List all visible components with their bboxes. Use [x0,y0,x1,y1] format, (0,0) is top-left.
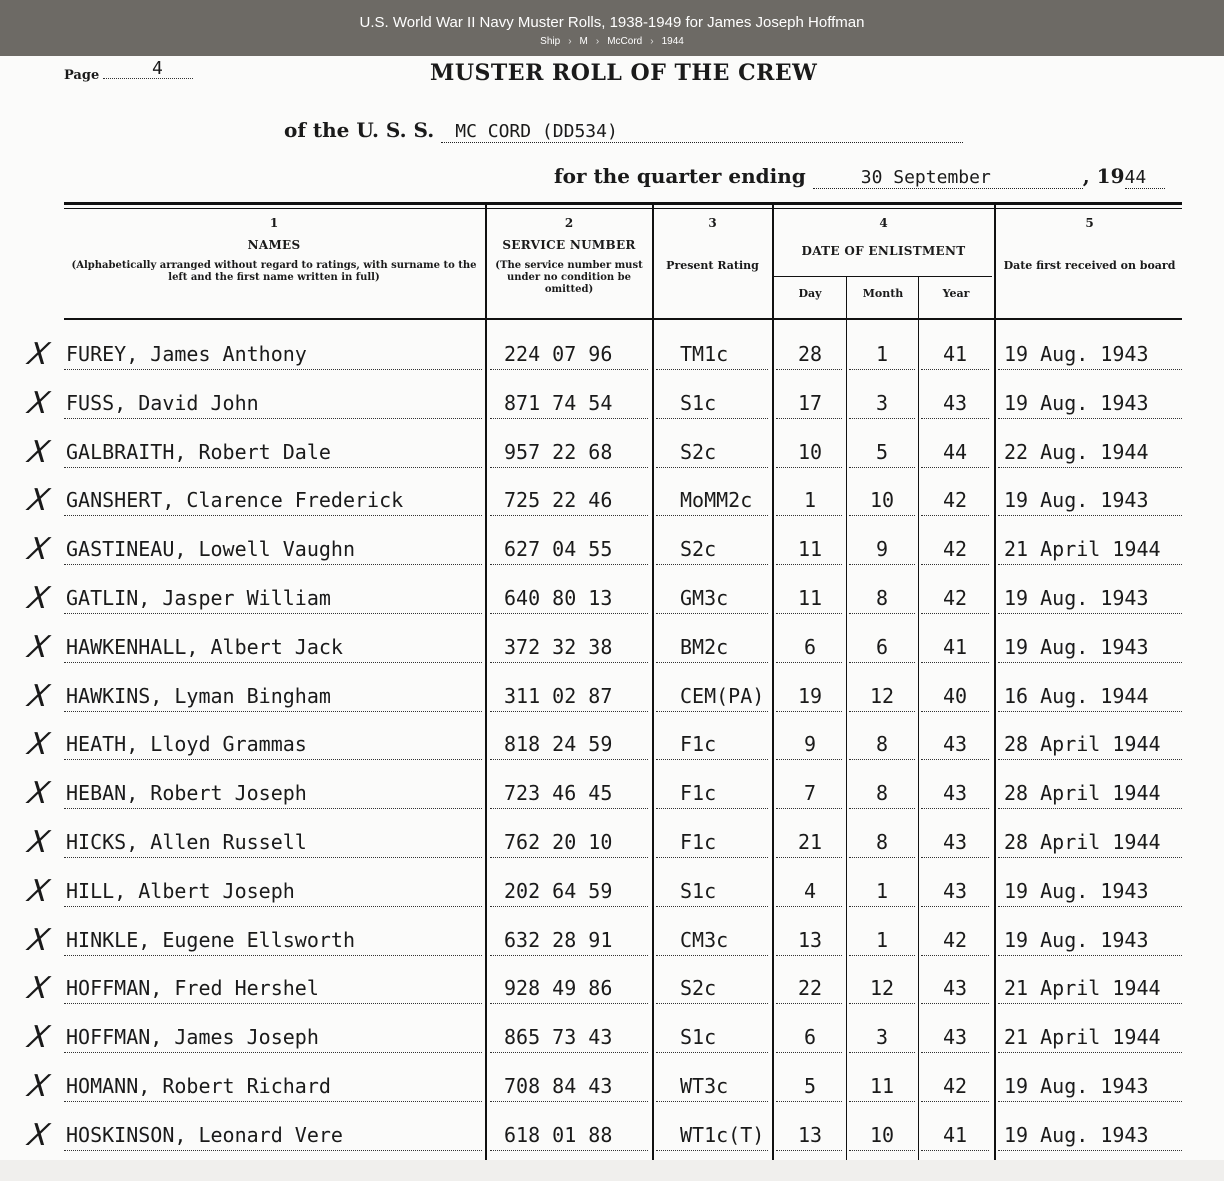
enlist-month: 3 [875,1025,889,1050]
date-received: 22 Aug. 1944 [1004,439,1149,464]
present-rating: CEM(PA) [680,683,765,708]
crew-name: HEBAN, Robert Joseph [66,781,307,806]
present-rating: TM1c [680,342,729,366]
present-rating: S1c [680,390,717,415]
present-rating: S2c [680,537,717,562]
service-number: 818 24 59 [504,732,613,757]
table-top-rule-thin [64,208,1182,209]
enlist-year: 43 [942,1025,968,1050]
crew-name: HINKLE, Eugene Ellsworth [66,927,355,952]
date-received: 16 Aug. 1944 [1004,683,1149,708]
enlist-day: 11 [797,537,823,562]
table-row [0,672,1224,718]
breadcrumb-letter[interactable]: M [579,36,588,47]
enlist-day: 5 [803,1074,817,1098]
service-number: 372 32 38 [504,634,613,659]
enlistment-column-header: 4 DATE OF ENLISTMENT [801,216,966,258]
rating-column-header: 3 Present Rating [666,216,759,272]
enlist-month: 5 [875,439,889,464]
service-number: 202 64 59 [504,878,613,903]
date-received: 19 Aug. 1943 [1004,342,1149,366]
enlist-month: 6 [875,634,889,659]
table-row [0,330,1224,376]
check-mark-icon: X [21,629,55,665]
check-mark-icon: X [21,1020,55,1056]
service-number: 311 02 87 [504,683,613,708]
service-number: 723 46 45 [504,781,613,806]
enlist-day: 10 [797,439,823,464]
table-top-rule [64,202,1182,205]
table-row [0,867,1224,913]
enlist-month: 11 [869,1074,895,1098]
table-row [0,1062,1224,1108]
quarter-value: 30 September [813,167,1083,189]
table-row [0,720,1224,766]
enlist-day: 6 [803,1025,817,1050]
table-row [0,769,1224,815]
service-number: 762 20 10 [504,830,613,854]
crew-name: HOFFMAN, Fred Hershel [66,976,319,1001]
month-subheader: Month [862,287,904,300]
enlist-month: 12 [869,683,895,708]
enlist-month: 12 [869,976,895,1001]
crew-name: HICKS, Allen Russell [66,830,307,854]
table-row [0,623,1224,669]
service-number: 618 01 88 [504,1122,613,1147]
crew-name: FUSS, David John [66,390,259,415]
enlist-year: 43 [942,781,968,806]
enlistment-subrule [772,276,992,277]
enlist-year: 42 [942,927,968,952]
date-received: 28 April 1944 [1004,830,1161,854]
check-mark-icon: X [21,678,55,714]
enlist-year: 42 [942,537,968,562]
table-row [0,916,1224,962]
service-number: 632 28 91 [504,927,613,952]
date-received: 21 April 1944 [1004,1025,1161,1050]
enlist-day: 17 [797,390,823,415]
table-row [0,476,1224,522]
enlist-month: 8 [875,830,889,854]
names-column-header: 1 NAMES (Alphabetically arranged without regard to ratings, with surname to the left and the first name written in full) [71,216,477,283]
table-row [0,818,1224,864]
crew-name: HAWKENHALL, Albert Jack [66,634,343,659]
present-rating: F1c [680,781,717,806]
crew-name: HOMANN, Robert Richard [66,1074,331,1098]
crew-name: HAWKINS, Lyman Bingham [66,683,331,708]
date-received: 21 April 1944 [1004,537,1161,562]
enlist-day: 21 [797,830,823,854]
check-mark-icon: X [21,1069,55,1104]
service-number: 865 73 43 [504,1025,613,1050]
enlist-year: 41 [942,634,968,659]
crew-name: GASTINEAU, Lowell Vaughn [66,537,355,562]
table-row [0,964,1224,1010]
date-received: 19 Aug. 1943 [1004,1122,1149,1147]
enlist-month: 1 [875,878,889,903]
page-number-label: Page 4 [64,68,193,83]
record-title: U.S. World War II Navy Muster Rolls, 1938-1949 for James Joseph Hoffman [359,14,865,31]
date-received: 21 April 1944 [1004,976,1161,1001]
enlist-year: 41 [942,342,968,366]
date-received: 19 Aug. 1943 [1004,390,1149,415]
document-heading: MUSTER ROLL OF THE CREW [430,60,818,86]
date-received: 28 April 1944 [1004,732,1161,757]
service-number: 928 49 86 [504,976,613,1001]
date-received: 19 Aug. 1943 [1004,878,1149,903]
service-column-header: 2 SERVICE NUMBER (The service number must under no condition be omitted) [495,216,643,295]
quarter-line: for the quarter ending 30 September , 1944 [554,164,1165,189]
service-number: 708 84 43 [504,1074,613,1098]
service-number: 224 07 96 [504,342,613,366]
check-mark-icon: X [21,337,55,372]
present-rating: S1c [680,1025,717,1050]
record-header [0,0,1224,56]
ship-name: MC CORD (DD534) [441,121,963,143]
table-row [0,379,1224,425]
breadcrumb-ship-name[interactable]: McCord [607,36,643,47]
ship-line: of the U. S. S. MC CORD (DD534) [284,118,963,143]
crew-name: GATLIN, Jasper William [66,586,331,610]
enlist-day: 13 [797,927,823,952]
document-page [0,56,1224,1160]
enlist-month: 8 [875,586,889,610]
day-subheader: Day [798,287,822,300]
enlist-day: 9 [803,732,817,757]
enlist-day: 28 [797,342,823,366]
date-received: 19 Aug. 1943 [1004,586,1149,610]
check-mark-icon: X [21,581,55,616]
present-rating: S2c [680,439,717,464]
date-received: 19 Aug. 1943 [1004,1074,1149,1098]
breadcrumb-separator: › [568,36,572,47]
enlist-month: 9 [875,537,889,562]
enlist-month: 10 [869,1122,895,1147]
date-received: 28 April 1944 [1004,781,1161,806]
enlist-year: 43 [942,830,968,854]
service-number: 725 22 46 [504,488,613,513]
present-rating: WT3c [680,1074,729,1098]
service-number: 871 74 54 [504,390,613,415]
check-mark-icon: X [21,532,55,568]
date-received: 19 Aug. 1943 [1004,488,1149,513]
quarter-year: 44 [1125,167,1165,189]
present-rating: S1c [680,878,717,903]
date-received: 19 Aug. 1943 [1004,634,1149,659]
enlist-month: 1 [875,927,889,952]
enlist-year: 43 [942,976,968,1001]
enlist-year: 42 [942,586,968,610]
breadcrumb-year[interactable]: 1944 [661,36,684,47]
enlist-day: 19 [797,683,823,708]
present-rating: WT1c(T) [680,1122,765,1147]
crew-name: FUREY, James Anthony [66,342,307,366]
table-row [0,1013,1224,1059]
check-mark-icon: X [21,434,55,470]
enlist-month: 10 [869,488,895,513]
check-mark-icon: X [21,825,55,860]
present-rating: BM2c [680,634,729,659]
breadcrumb-ship[interactable]: Ship [540,36,561,47]
check-mark-icon: X [21,1117,55,1153]
enlist-day: 11 [797,586,823,610]
check-mark-icon: X [21,727,55,763]
enlist-month: 1 [875,342,889,366]
table-header-rule [64,318,1182,320]
check-mark-icon: X [21,483,55,519]
present-rating: F1c [680,830,717,854]
crew-name: HILL, Albert Joseph [66,878,295,903]
present-rating: GM3c [680,586,729,610]
enlist-day: 4 [803,878,817,903]
present-rating: F1c [680,732,717,757]
table-row [0,428,1224,474]
check-mark-icon: X [21,873,55,909]
enlist-month: 8 [875,781,889,806]
enlist-day: 13 [797,1122,823,1147]
crew-name: HEATH, Lloyd Grammas [66,732,307,757]
service-number: 957 22 68 [504,439,613,464]
enlist-day: 7 [803,781,817,806]
year-subheader: Year [942,287,970,300]
crew-name: HOFFMAN, James Joseph [66,1025,319,1050]
enlist-month: 3 [875,390,889,415]
enlist-year: 43 [942,732,968,757]
present-rating: CM3c [680,927,729,952]
crew-name: GANSHERT, Clarence Frederick [66,488,404,513]
enlist-year: 43 [942,390,968,415]
table-row [0,525,1224,571]
enlist-day: 1 [803,488,817,513]
page-number: 4 [152,58,163,79]
present-rating: S2c [680,976,717,1001]
enlist-year: 44 [942,439,968,464]
present-rating: MoMM2c [680,488,753,513]
check-mark-icon: X [21,385,55,421]
enlist-year: 41 [942,1122,968,1147]
enlist-year: 42 [942,488,968,513]
check-mark-icon: X [21,776,55,812]
enlist-day: 22 [797,976,823,1001]
table-row [0,1111,1224,1157]
enlist-year: 42 [942,1074,968,1098]
enlist-month: 8 [875,732,889,757]
enlist-year: 43 [942,878,968,903]
received-column-header: 5 Date first received on board [1003,216,1176,272]
check-mark-icon: X [21,922,55,958]
breadcrumb-separator: › [650,36,654,47]
service-number: 640 80 13 [504,586,613,610]
enlist-day: 6 [803,634,817,659]
table-row [0,574,1224,620]
breadcrumb-separator: › [595,36,600,47]
date-received: 19 Aug. 1943 [1004,927,1149,952]
breadcrumb [0,36,1224,47]
crew-name: HOSKINSON, Leonard Vere [66,1122,343,1147]
service-number: 627 04 55 [504,537,613,562]
check-mark-icon: X [21,971,55,1007]
enlist-year: 40 [942,683,968,708]
crew-name: GALBRAITH, Robert Dale [66,439,331,464]
